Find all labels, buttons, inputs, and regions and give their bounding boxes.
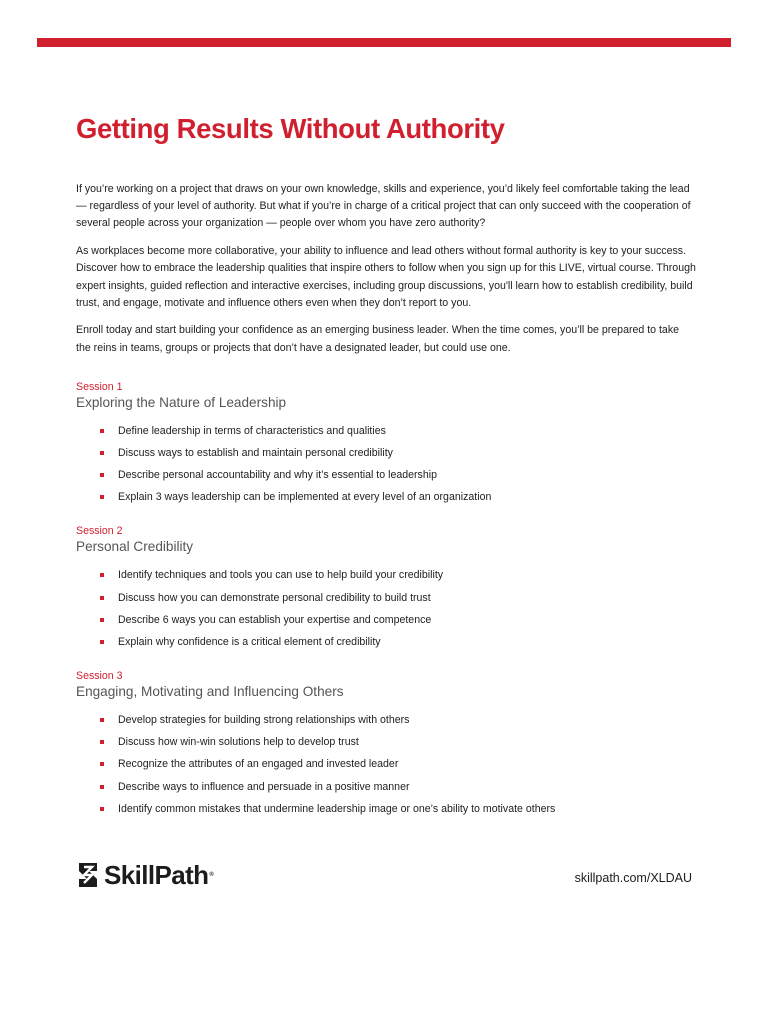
page-title: Getting Results Without Authority [76, 113, 505, 144]
list-item [76, 802, 696, 816]
bullet-square-icon [100, 495, 104, 499]
session-2 [76, 524, 696, 649]
session-label: Session 3 [76, 669, 123, 682]
bullet-square-icon [100, 429, 104, 433]
list-item-text: Describe personal accountability and why it’s essential to leadership [118, 469, 437, 482]
bullet-square-icon [100, 640, 104, 644]
intro-paragraph: Enroll today and start building your confidence as an emerging business leader. When the time comes, you’ll be prepared to take the reins in teams, groups or projects that don’t have a designated leader, but could use one. [76, 324, 680, 354]
skillpath-logo-icon [76, 862, 100, 888]
session-heading: Personal Credibility [76, 539, 194, 555]
list-item-text: Identify common mistakes that undermine leadership image or one’s ability to motivate others [118, 802, 556, 815]
list-item [76, 713, 696, 727]
intro-paragraph: As workplaces become more collaborative, your ability to influence and lead others without formal authority is key to your success. Discover how to embrace the leadership qualities that inspire others to follow when you sign up for this LIVE, virtual course. Through expert insights, guided reflection and interactive exercises, including group discussions, you'll learn how to establish credibility, build trust, and engage, motivate and influence others even when they don’t report to you. [76, 245, 696, 309]
session-1 [76, 380, 696, 505]
bullet-square-icon [100, 762, 104, 766]
list-item [76, 468, 696, 482]
list-item [76, 757, 696, 771]
trademark-symbol: ® [209, 872, 214, 878]
bullet-square-icon [100, 618, 104, 622]
list-item [76, 568, 696, 582]
skillpath-logo [76, 862, 213, 888]
list-item-text: Define leadership in terms of characteristics and qualities [118, 424, 386, 437]
list-item-text: Describe ways to influence and persuade in a positive manner [118, 780, 410, 793]
intro-paragraph: If you’re working on a project that draws on your own knowledge, skills and experience, you’d likely feel comfortable taking the lead — regardless of your level of authority. But what if you’re in charge of a critical project that can only succeed with the cooperation of several people across your organization — people over whom you have zero authority? [76, 183, 691, 230]
bullet-square-icon [100, 473, 104, 477]
sessions-list [76, 380, 696, 816]
bullet-square-icon [100, 451, 104, 455]
bullet-square-icon [100, 718, 104, 722]
session-label: Session 1 [76, 380, 123, 393]
session-label: Session 2 [76, 525, 123, 538]
footer-url[interactable]: skillpath.com/XLDAU [574, 871, 692, 885]
list-item [76, 591, 696, 605]
session-heading: Engaging, Motivating and Influencing Others [76, 683, 344, 699]
list-item [76, 735, 696, 749]
bullet-square-icon [100, 596, 104, 600]
list-item-text: Explain 3 ways leadership can be implemented at every level of an organization [118, 491, 492, 504]
bullet-square-icon [100, 573, 104, 577]
list-item [76, 490, 696, 504]
list-item [76, 424, 696, 438]
list-item-text: Discuss how you can demonstrate personal credibility to build trust [118, 591, 431, 604]
session-bullet-list [76, 424, 696, 505]
top-accent-bar [37, 38, 731, 47]
list-item-text: Recognize the attributes of an engaged and invested leader [118, 758, 399, 771]
list-item-text: Identify techniques and tools you can use to help build your credibility [118, 569, 444, 582]
logo-text [104, 862, 213, 888]
logo-wordmark: SkillPath [104, 860, 209, 890]
bullet-square-icon [100, 740, 104, 744]
list-item-text: Describe 6 ways you can establish your expertise and competence [118, 613, 432, 626]
session-heading: Exploring the Nature of Leadership [76, 394, 287, 410]
intro-section [76, 181, 696, 357]
list-item [76, 635, 696, 649]
bullet-square-icon [100, 807, 104, 811]
list-item-text: Develop strategies for building strong relationships with others [118, 713, 410, 726]
session-bullet-list [76, 713, 696, 816]
list-item [76, 446, 696, 460]
session-3 [76, 669, 696, 816]
list-item-text: Discuss ways to establish and maintain personal credibility [118, 447, 393, 460]
main-content [76, 112, 696, 824]
list-item [76, 780, 696, 794]
list-item-text: Explain why confidence is a critical element of credibility [118, 635, 381, 648]
list-item-text: Discuss how win-win solutions help to develop trust [118, 736, 359, 749]
bullet-square-icon [100, 785, 104, 789]
session-bullet-list [76, 568, 696, 649]
list-item [76, 613, 696, 627]
